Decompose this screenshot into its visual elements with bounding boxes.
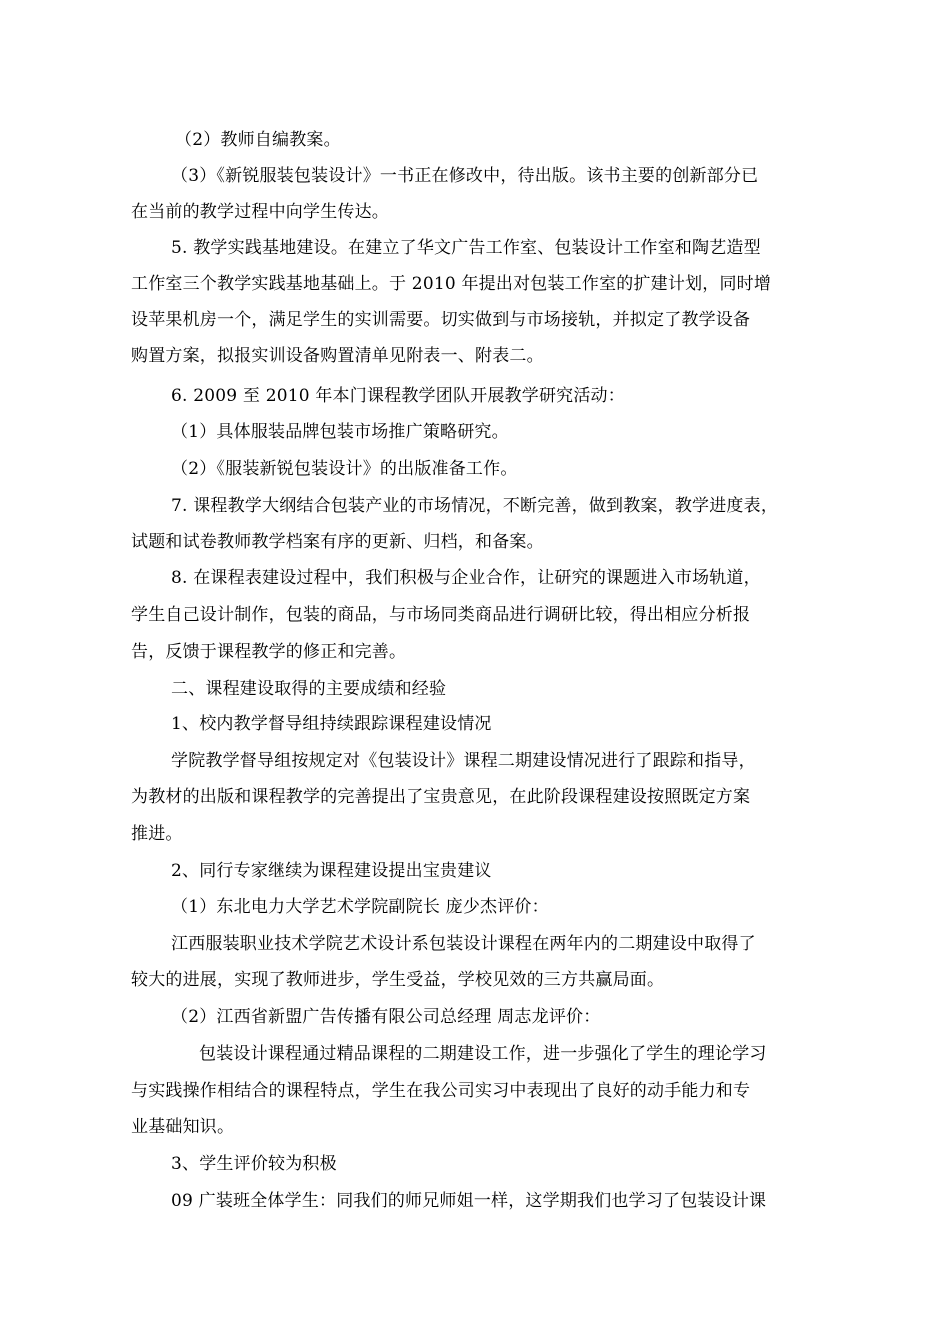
text-line: 江西服装职业技术学院艺术设计系包装设计课程在两年内的二期建设中取得了 xyxy=(171,934,756,954)
text-line: 8. 在课程表建设过程中，我们积极与企业合作，让研究的课题进入市场轨道， xyxy=(171,568,761,588)
subsection-heading: 3、学生评价较为积极 xyxy=(171,1154,337,1174)
text-line: 7. 课程教学大纲结合包装产业的市场情况，不断完善，做到教案，教学进度表， xyxy=(171,496,779,516)
text-line: 09 广装班全体学生：同我们的师兄师姐一样，这学期我们也学习了包装设计课 xyxy=(171,1191,767,1211)
text-line: 学生自己设计制作，包装的商品，与市场同类商品进行调研比较，得出相应分析报 xyxy=(131,605,751,625)
text-line: 购置方案，拟报实训设备购置清单见附表一、附表二。 xyxy=(131,346,544,366)
text-line: 工作室三个教学实践基地基础上。于 2010 年提出对包装工作室的扩建计划，同时增 xyxy=(131,274,772,294)
text-line: 告，反馈于课程教学的修正和完善。 xyxy=(131,642,407,662)
text-line: （2）《服装新锐包装设计》的出版准备工作。 xyxy=(171,459,518,479)
section-heading: 二、课程建设取得的主要成绩和经验 xyxy=(171,679,447,699)
subsection-heading: 1、校内教学督导组持续跟踪课程建设情况 xyxy=(171,714,492,734)
text-line: 较大的进展，实现了教师进步，学生受益，学校见效的三方共赢局面。 xyxy=(131,970,665,990)
text-line: （1）具体服装品牌包装市场推广策略研究。 xyxy=(171,422,509,442)
text-line: （2）江西省新盟广告传播有限公司总经理 周志龙评价： xyxy=(171,1007,601,1027)
text-line: （1）东北电力大学艺术学院副院长 庞少杰评价： xyxy=(171,897,549,917)
text-line: 6. 2009 至 2010 年本门课程教学团队开展教学研究活动： xyxy=(171,386,625,406)
text-line: 设苹果机房一个，满足学生的实训需要。切实做到与市场接轨，并拟定了教学设备 xyxy=(131,310,751,330)
text-line: 业基础知识。 xyxy=(131,1117,235,1137)
text-line: 与实践操作相结合的课程特点，学生在我公司实习中表现出了良好的动手能力和专 xyxy=(131,1081,751,1101)
text-line: 5. 教学实践基地建设。在建立了华文广告工作室、包装设计工作室和陶艺造型 xyxy=(171,238,761,258)
text-line: 包装设计课程通过精品课程的二期建设工作，进一步强化了学生的理论学习 xyxy=(199,1044,767,1064)
subsection-heading: 2、同行专家继续为课程建设提出宝贵建议 xyxy=(171,861,492,881)
text-line: （3）《新锐服装包装设计》一书正在修改中，待出版。该书主要的创新部分已 xyxy=(171,166,759,186)
text-line: 为教材的出版和课程教学的完善提出了宝贵意见，在此阶段课程建设按照既定方案 xyxy=(131,787,751,807)
text-line: 在当前的教学过程中向学生传达。 xyxy=(131,202,389,222)
text-line: 学院教学督导组按规定对《包装设计》课程二期建设情况进行了跟踪和指导， xyxy=(171,751,756,771)
text-line: 推进。 xyxy=(131,824,183,844)
text-line: 试题和试卷教师教学档案有序的更新、归档，和备案。 xyxy=(131,532,544,552)
text-line: （2）教师自编教案。 xyxy=(175,130,341,150)
